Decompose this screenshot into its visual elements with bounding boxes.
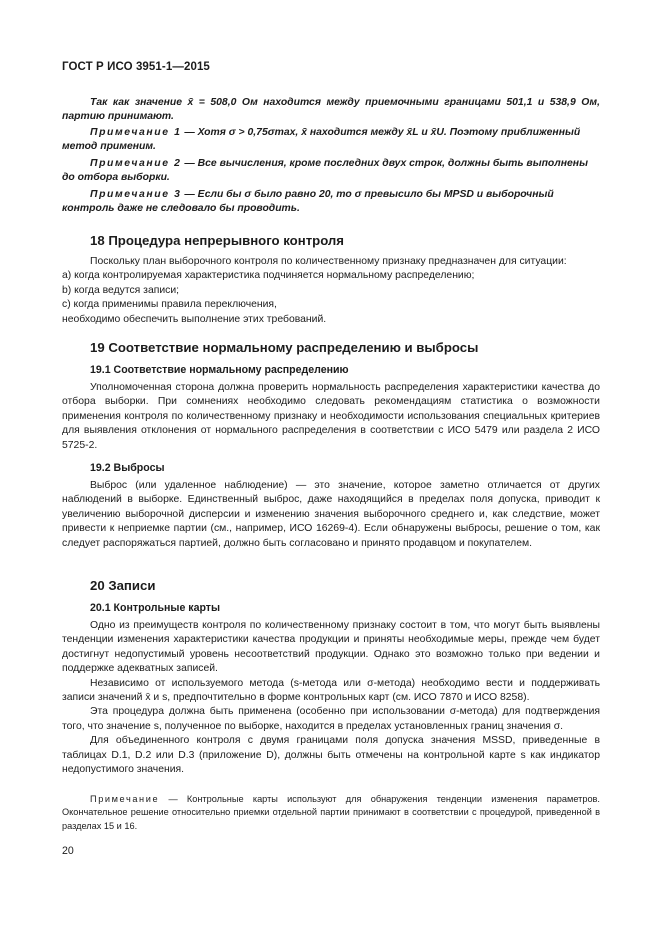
- section-19-heading: 19 Соответствие нормальному распределению и выбросы: [90, 340, 479, 355]
- note-label: Примечание: [90, 794, 160, 804]
- note-2-text: — Все вычисления, кроме последних двух строк, должны быть выполнены до отбора выборки.: [62, 158, 588, 184]
- note-1-text: — Хотя σ > 0,75σmax, x̄ находится между x̄L и x̄U. Поэтому приближенный метод применим.: [62, 127, 581, 153]
- section-18-body: [62, 255, 600, 327]
- section-19-1-text: Уполномоченная сторона должна проверить нормальность распределения характеристики качества до отбора выборки. При сомнениях необходимо следовать рекомендациям статистика о возможности применения контроля по количественному признаку и необходимости использования специальных критериев для выявления отклонения от нормального распределения в соответствии с ИСО 5479 или раздела 2 ИСО 5725-2.: [62, 382, 600, 451]
- note-text: — Контрольные карты используют для обнаружения тенденции изменения параметров. Окончательное решение относительно приемки отдельной партии принимают в соответствии с процедурой, приведенной в разделах 15 и 16.: [62, 794, 600, 831]
- note-3: [62, 188, 600, 217]
- section-20-1-body: [62, 619, 600, 777]
- section-18-tail: необходимо обеспечить выполнение этих требований.: [62, 313, 327, 325]
- section-18-heading: 18 Процедура непрерывного контроля: [90, 233, 345, 248]
- subsection-19-2-heading: 19.2 Выбросы: [90, 462, 165, 474]
- section-20-1-para-2: Независимо от используемого метода (s-метода или σ-метода) необходимо вести и поддерживать записи значений x̄ и s, предпочтительно в форме контрольных карт (см. ИСО 7870 и ИСО 8258).: [62, 677, 600, 704]
- section-19-1-body: [62, 381, 600, 453]
- subsection-20-1-heading: 20.1 Контрольные карты: [90, 602, 221, 614]
- section-20-heading: 20 Записи: [90, 578, 156, 593]
- section-19-2-body: [62, 479, 600, 551]
- section-18-intro: Поскольку план выборочного контроля по количественному признаку предназначен для ситуации:: [90, 256, 567, 267]
- section-20-1-para-3: Эта процедура должна быть применена (особенно при использовании σ-метода) для подтверждения того, что значение s, полученное по выборке, находится в пределах установленных границ значения σ.: [62, 706, 600, 732]
- note-2-label: Примечание 2: [90, 158, 182, 169]
- note-3-label: Примечание 3: [90, 189, 182, 200]
- note-1-label: Примечание 1: [90, 127, 182, 138]
- page-number: 20: [62, 845, 74, 857]
- page-header: ГОСТ Р ИСО 3951-1—2015: [62, 61, 210, 73]
- result-paragraph: [62, 96, 600, 125]
- list-item: c) когда применимы правила переключения,: [62, 299, 277, 311]
- section-20-1-para-1: Одно из преимуществ контроля по количественному признаку состоит в том, что могут быть выявлены тенденции изменения характеристики качества продукции и приняты необходимые меры, прежде чем будет достигнут недопустимый уровень несоответствий продукции. Однако это возможно только при ведении и поддержке адекватных записей.: [62, 620, 600, 675]
- list-item: a) когда контролируемая характеристика подчиняется нормальному распределению;: [62, 270, 475, 282]
- section-19-2-text: Выброс (или удаленное наблюдение) — это значение, которое заметно отличается от других наблюдений в выборке. Единственный выброс, даже находящийся в пределах поля допуска, приводит к увеличению выборочной дисперсии и изменению значения выборочного среднего и, как следствие, может привести к неприемке партии (см., например, ИСО 16269-4). Если обнаружены выбросы, решение о том, как следует распоряжаться партией, должно быть согласовано и принято продавцом и покупателем.: [62, 480, 600, 549]
- section-20-note: [62, 793, 600, 833]
- subsection-19-1-heading: 19.1 Соответствие нормальному распределению: [90, 364, 349, 376]
- result-text: Так как значение x̄ = 508,0 Ом находится между приемочными границами 501,1 и 538,9 Ом, партию принимают.: [62, 97, 600, 123]
- note-1: [62, 126, 600, 155]
- section-20-1-para-4: Для объединенного контроля с двумя границами поля допуска значения MSSD, приведенные в таблицах D.1, D.2 или D.3 (приложение D), должны быть отмечены на контрольной карте s как индикатор недопустимого значения.: [62, 735, 600, 776]
- note-3-text: — Если бы σ было равно 20, то σ превысило бы MPSD и выборочный контроль даже не следовало бы проводить.: [62, 189, 554, 215]
- list-item: b) когда ведутся записи;: [62, 284, 180, 296]
- note-2: [62, 157, 600, 186]
